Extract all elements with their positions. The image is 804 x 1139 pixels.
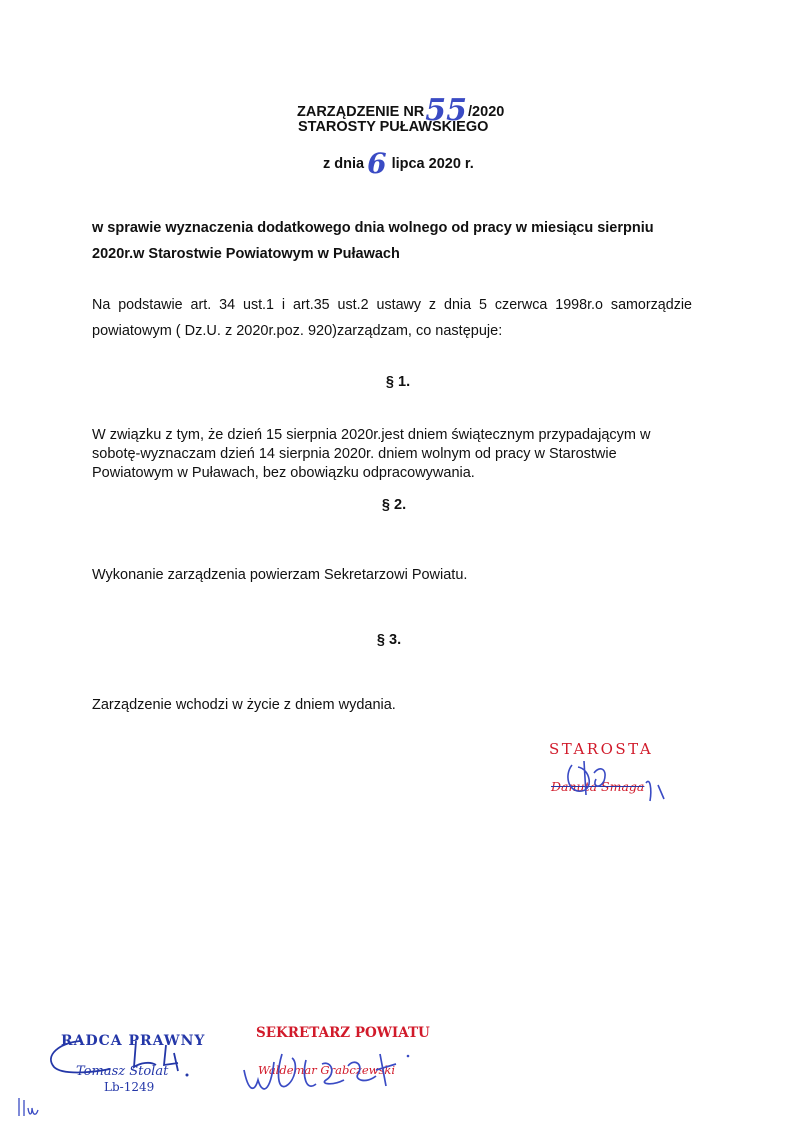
radca-signature [40, 1035, 200, 1085]
section-1-line-2: sobotę-wyznaczam dzień 14 sierpnia 2020r. dniem wolnym od pracy w Starostwie [92, 446, 617, 462]
date-suffix: lipca 2020 r. [391, 156, 474, 172]
initials-mark [16, 1094, 42, 1120]
section-3-line-1: Zarządzenie wchodzi w życie z dniem wydania. [92, 697, 396, 713]
radca-stamp-number: Lb-1249 [104, 1080, 155, 1094]
sekretarz-stamp-title: SEKRETARZ POWIATU [256, 1025, 430, 1041]
starosta-stamp-name: Danuta Smaga [551, 779, 645, 794]
sekretarz-signature [236, 1040, 416, 1100]
radca-stamp-name: Tomasz Stolat [76, 1064, 169, 1079]
section-2-heading: § 2. [381, 497, 407, 513]
handwritten-day: 6 [367, 147, 387, 180]
section-1-heading: § 1. [385, 374, 411, 390]
date-prefix: z dnia [323, 156, 365, 172]
subject-line-1: w sprawie wyznaczenia dodatkowego dnia wolnego od pracy w miesiącu sierpniu [92, 220, 654, 236]
basis-line-2: powiatowym ( Dz.U. z 2020r.poz. 920)zarządzam, co następuje: [92, 323, 503, 339]
starosta-signature [560, 755, 670, 810]
section-1-line-3: Powiatowym w Puławach, bez obowiązku odpracowywania. [92, 465, 475, 481]
title-date [323, 145, 474, 180]
title-prefix: ZARZĄDZENIE NR [297, 104, 425, 120]
title-year: /2020 [468, 104, 505, 120]
section-1-line-1: W związku z tym, że dzień 15 sierpnia 2020r.jest dniem świątecznym przypadającym w [92, 427, 651, 443]
title-line-2: STAROSTY PUŁAWSKIEGO [298, 119, 489, 135]
subject-line-2: 2020r.w Starostwie Powiatowym w Puławach [92, 246, 400, 262]
starosta-stamp-title: STAROSTA [549, 740, 654, 758]
basis-line-1: Na podstawie art. 34 ust.1 i art.35 ust.2 ustawy z dnia 5 czerwca 1998r.o samorządzie [92, 297, 692, 313]
radca-stamp-title: RADCA PRAWNY [61, 1033, 206, 1049]
sekretarz-stamp-name: Waldemar Grabczewski [258, 1063, 396, 1077]
section-2-line-1: Wykonanie zarządzenia powierzam Sekretarzowi Powiatu. [92, 567, 468, 583]
handwritten-number: 55 [425, 93, 468, 128]
section-3-heading: § 3. [376, 632, 402, 648]
